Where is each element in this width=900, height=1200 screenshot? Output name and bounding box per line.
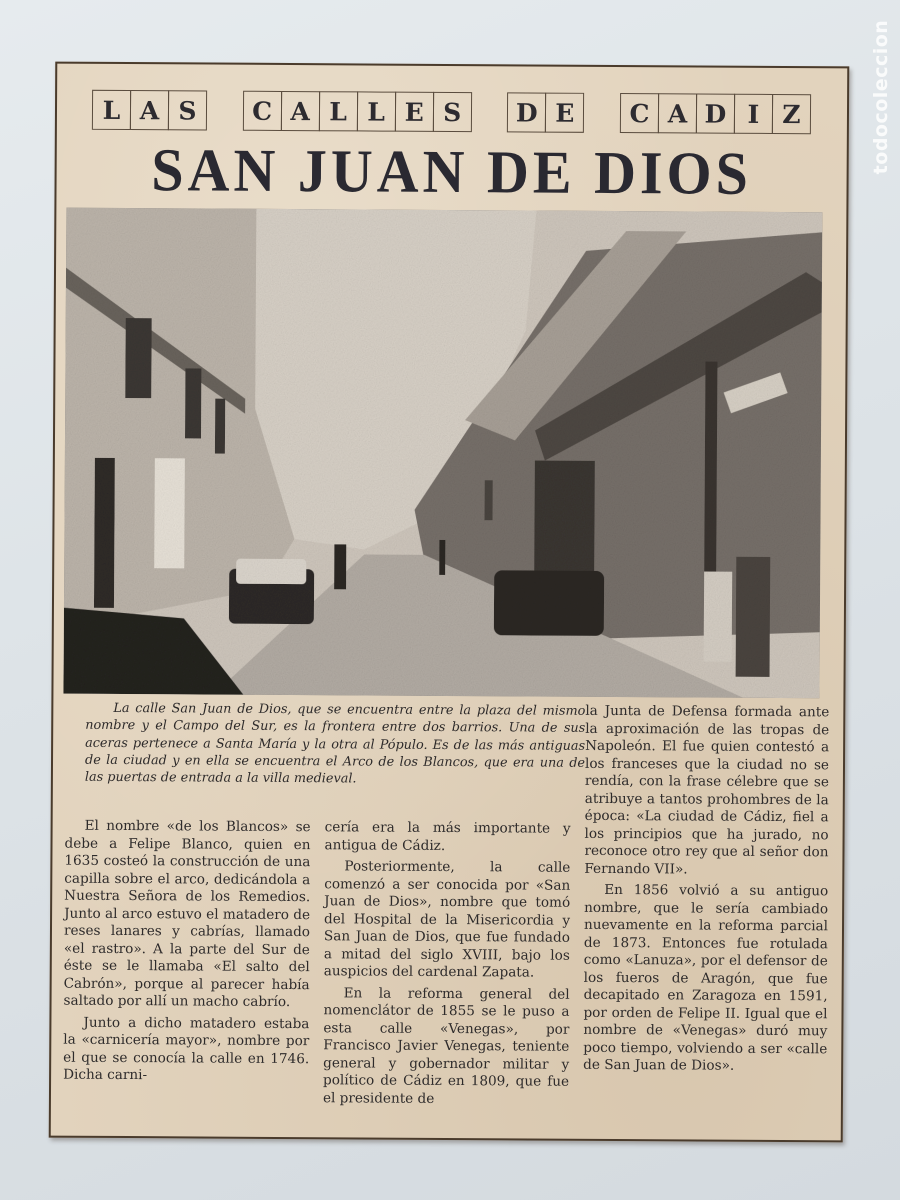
- street-photo-illustration: [63, 208, 822, 699]
- kicker-letter: D: [507, 92, 546, 132]
- article-column-3: [583, 703, 829, 1080]
- kicker-letter: E: [545, 93, 584, 133]
- kicker-letter: I: [734, 94, 773, 134]
- article-column-2: [323, 819, 571, 1112]
- paragraph: El nombre «de los Blancos» se debe a Felipe Blanco, quien en 1635 costeó la construcción de una capilla sobre el arco, dedicándola a Nuestra Señora de los Remedios. Junto al arco estuvo el matadero de reses lanares y cabrías, llamado «el rastro». A la parte del Sur de éste se le llamaba «El salto del Cabrón», porque al parecer había saltado por allí un macho cabrío.: [63, 817, 311, 1011]
- paragraph: la Junta de Defensa formada ante la aproximación de las tropas de Napoleón. El fue quien contestó a los franceses que la ciudad no se rendía, con la frase célebre que se atribuye a tantos prohombres de la época: «La ciudad de Cádiz, fiel a los principios que ha jurado, no reconoce otro rey que al señor don Fernando VII».: [584, 702, 830, 877]
- kicker-letter: A: [130, 90, 169, 130]
- kicker-word-cadiz: [621, 93, 811, 134]
- kicker-letter: A: [658, 93, 697, 133]
- article-column-1: [63, 818, 311, 1090]
- headline: SAN JUAN DE DIOS: [151, 135, 753, 208]
- kicker-letter: L: [92, 90, 131, 130]
- kicker-word-las: [93, 90, 207, 131]
- paragraph: Junto a dicho matadero estaba la «carnicería mayor», nombre por el que se conocía la calle en 1746. Dicha carni-: [63, 1014, 310, 1084]
- kicker-letter: E: [395, 92, 434, 132]
- kicker-letter: Z: [772, 94, 811, 134]
- paragraph: En 1856 volvió a su antiguo nombre, que le sería cambiado nuevamente en la reforma parcial de 1873. Entonces fue rotulada como «Lanuza», por el defensor de los fueros de Aragón, que fue decapitado en Zaragoza en 1591, por orden de Felipe II. Igual que el nombre de «Venegas» duró muy poco tiempo, volviendo a ser «calle de San Juan de Dios».: [583, 881, 829, 1074]
- kicker-letter: L: [319, 91, 358, 131]
- kicker-letter: D: [696, 93, 735, 133]
- paragraph: cería era la más importante y antigua de Cádiz.: [324, 819, 571, 854]
- kicker-letter: A: [281, 91, 320, 131]
- kicker-letter: S: [433, 92, 472, 132]
- newspaper-clipping: [49, 62, 850, 1143]
- photo-caption: La calle San Juan de Dios, que se encuentra entre la plaza del mismo nombre y el Campo del Sur, es la frontera entre dos barrios. Una de sus aceras pertenece a Santa María y la otra al Pópulo. Es de las más antiguas de la ciudad y en ella se encuentra el Arco de los Blancos, que era una de las puertas de entrada a la villa medieval.: [84, 700, 586, 787]
- kicker-letter: C: [620, 93, 659, 133]
- street-photo: [63, 208, 822, 699]
- watermark-todocoleccion: [866, 12, 896, 182]
- paragraph: Posteriormente, la calle comenzó a ser conocida por «San Juan de Dios», nombre que tomó del Hospital de la Misericordia y San Juan de Dios, que fue fundado a mitad del siglo XVIII, bajo los auspicios del cardenal Zapata.: [323, 858, 571, 981]
- paragraph: En la reforma general del nomenclátor de 1855 se le puso a esta calle «Venegas», por Francisco Javier Venegas, teniente general y gobernador militar y político de Cádiz en 1809, que fue el presidente de: [322, 984, 570, 1107]
- kicker-letter: C: [243, 91, 282, 131]
- kicker-letter: L: [357, 91, 396, 131]
- kicker-word-calles: [244, 91, 472, 132]
- section-kicker: [93, 90, 811, 134]
- kicker-word-de: [508, 92, 584, 132]
- watermark-text: todocoleccion: [870, 19, 892, 175]
- kicker-letter: S: [168, 90, 207, 130]
